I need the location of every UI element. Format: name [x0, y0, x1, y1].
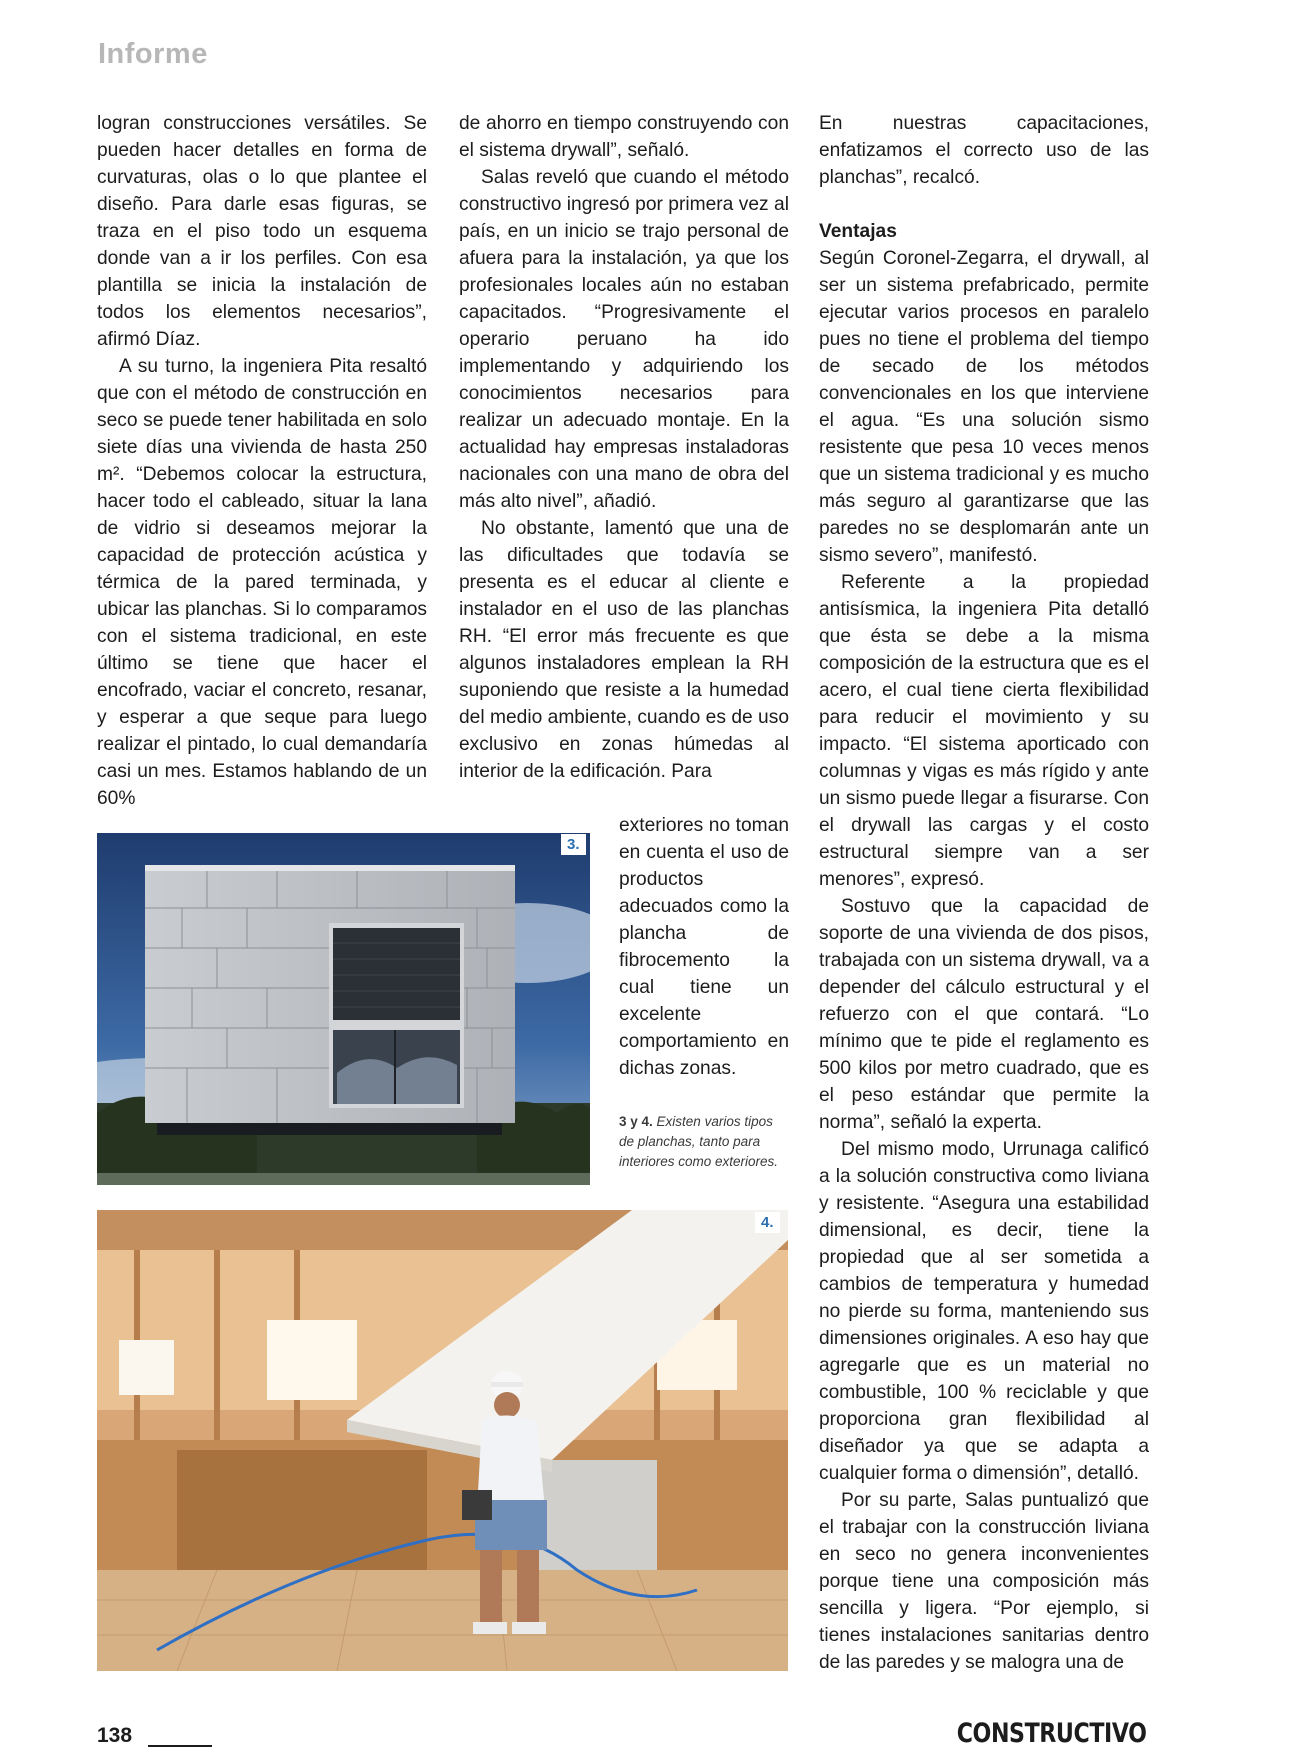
page-number: 138: [97, 1724, 133, 1747]
column-3: [819, 110, 1149, 1676]
caption-text: Existen varios tipos de planchas, tanto para interiores como exteriores.: [619, 1114, 779, 1169]
magazine-logo: CONSTRUCTIVO: [957, 1718, 1147, 1749]
paragraph: logran construcciones versátiles. Se pueden hacer detalles en forma de curvaturas, olas o lo que plantee el diseño. Para darle esas figuras, se traza en el piso todo un esquema donde van a ir los perfiles. Con esa plantilla se inicia la instalación de todos los elementos necesarios”, afirmó Díaz.: [97, 113, 427, 350]
worker-drywall-photo: [97, 1210, 788, 1671]
paragraph: Por su parte, Salas puntualizó que el trabajar con la construcción liviana en seco no genera inconvenientes porque tiene una composición más sencilla y ligera. “Por ejemplo, si tienes instalaciones sanitarias dentro de las paredes y se malogra una de: [819, 1490, 1149, 1673]
column-2: [459, 110, 789, 785]
paragraph: Salas reveló que cuando el método constructivo ingresó por primera vez al país, en un inicio se trajo personal de afuera para la instalación, ya que los profesionales locales aún no estaban capacitados. “Progresivamente el operario peruano ha ido implementando y adquiriendo los conocimientos necesarios para realizar un adecuado montaje. En la actualidad hay empresas instaladoras nacionales con una mano de obra del más alto nivel”, añadió.: [459, 167, 789, 512]
paragraph: En nuestras capacitaciones, enfatizamos el correcto uso de las planchas”, recalcó.: [819, 113, 1149, 188]
page-number-rule: [148, 1745, 212, 1747]
subheading: Ventajas: [819, 221, 897, 242]
paragraph: Del mismo modo, Urrunaga calificó a la solución constructiva como liviana y resistente. “Asegura una estabilidad dimensional, es decir, tiene la propiedad que al ser sometida a cambios de temperatura y humedad no pierde su forma, manteniendo sus dimensiones originales. A eso hay que agregarle que es un material no combustible, 100 % reciclable y que proporciona gran flexibilidad al diseñador ya que se adapta a cualquier forma o dimensión”, detalló.: [819, 1139, 1149, 1484]
building-facade-photo: [97, 833, 590, 1185]
paragraph: de ahorro en tiempo construyendo con el sistema drywall”, señaló.: [459, 113, 789, 161]
figure-caption: [619, 1112, 789, 1172]
paragraph: Según Coronel-Zegarra, el drywall, al ser un sistema prefabricado, permite ejecutar varios procesos en paralelo pues no tiene el problema del tiempo de secado de los métodos convencionales en los que interviene el agua. “Es una solución sismo resistente que pesa 10 veces menos que un sistema tradicional y es mucho más seguro al garantizarse que las paredes no se desplomarán ante un sismo severo”, manifestó.: [819, 248, 1149, 566]
column-1: [97, 110, 427, 812]
figure-4-number: 4.: [755, 1212, 780, 1233]
paragraph: Sostuvo que la capacidad de soporte de una vivienda de dos pisos, trabajada con un sistema drywall, va a depender del cálculo estructural y el refuerzo con el que contará. “Lo mínimo que te pide el reglamento es 500 kilos por metro cuadrado, que es el peso estándar que permite la norma”, señaló la experta.: [819, 896, 1149, 1133]
caption-label: 3 y 4.: [619, 1114, 653, 1129]
paragraph: Referente a la propiedad antisísmica, la ingeniera Pita detalló que ésta se debe a la misma composición de la estructura que es el acero, el cual tiene cierta flexibilidad para reducir el movimiento y su impacto. “El sistema aporticado con columnas y vigas es más rígido y ante un sismo puede llegar a fisurarse. Con el drywall las cargas y el costo estructural siempre van a ser menores”, expresó.: [819, 572, 1149, 890]
section-header: Informe: [98, 38, 208, 70]
figure-3-number: 3.: [561, 834, 586, 855]
column-2-wrap-text: exteriores no toman en cuenta el uso de productos adecuados como la plancha de fibrocemento la cual tiene un excelente comportamiento en dichas zonas.: [619, 815, 789, 1079]
paragraph: No obstante, lamentó que una de las dificultades que todavía se presenta es el educar al cliente e instalador en el uso de las planchas RH. “El error más frecuente es que algunos instaladores emplean la RH suponiendo que resiste a la humedad del medio ambiente, cuando es de uso exclusivo en zonas húmedas al interior de la edificación. Para: [459, 518, 789, 782]
paragraph: A su turno, la ingeniera Pita resaltó que con el método de construcción en seco se puede tener habilitada en solo siete días una vivienda de hasta 250 m². “Debemos colocar la estructura, hacer todo el cableado, situar la lana de vidrio si deseamos mejorar la capacidad de protección acústica y térmica de la pared terminada, y ubicar las planchas. Si lo comparamos con el sistema tradicional, en este último se tiene que hacer el encofrado, vaciar el concreto, resanar, y esperar a que seque para luego realizar el pintado, lo cual demandaría casi un mes. Estamos hablando de un 60%: [97, 356, 427, 809]
